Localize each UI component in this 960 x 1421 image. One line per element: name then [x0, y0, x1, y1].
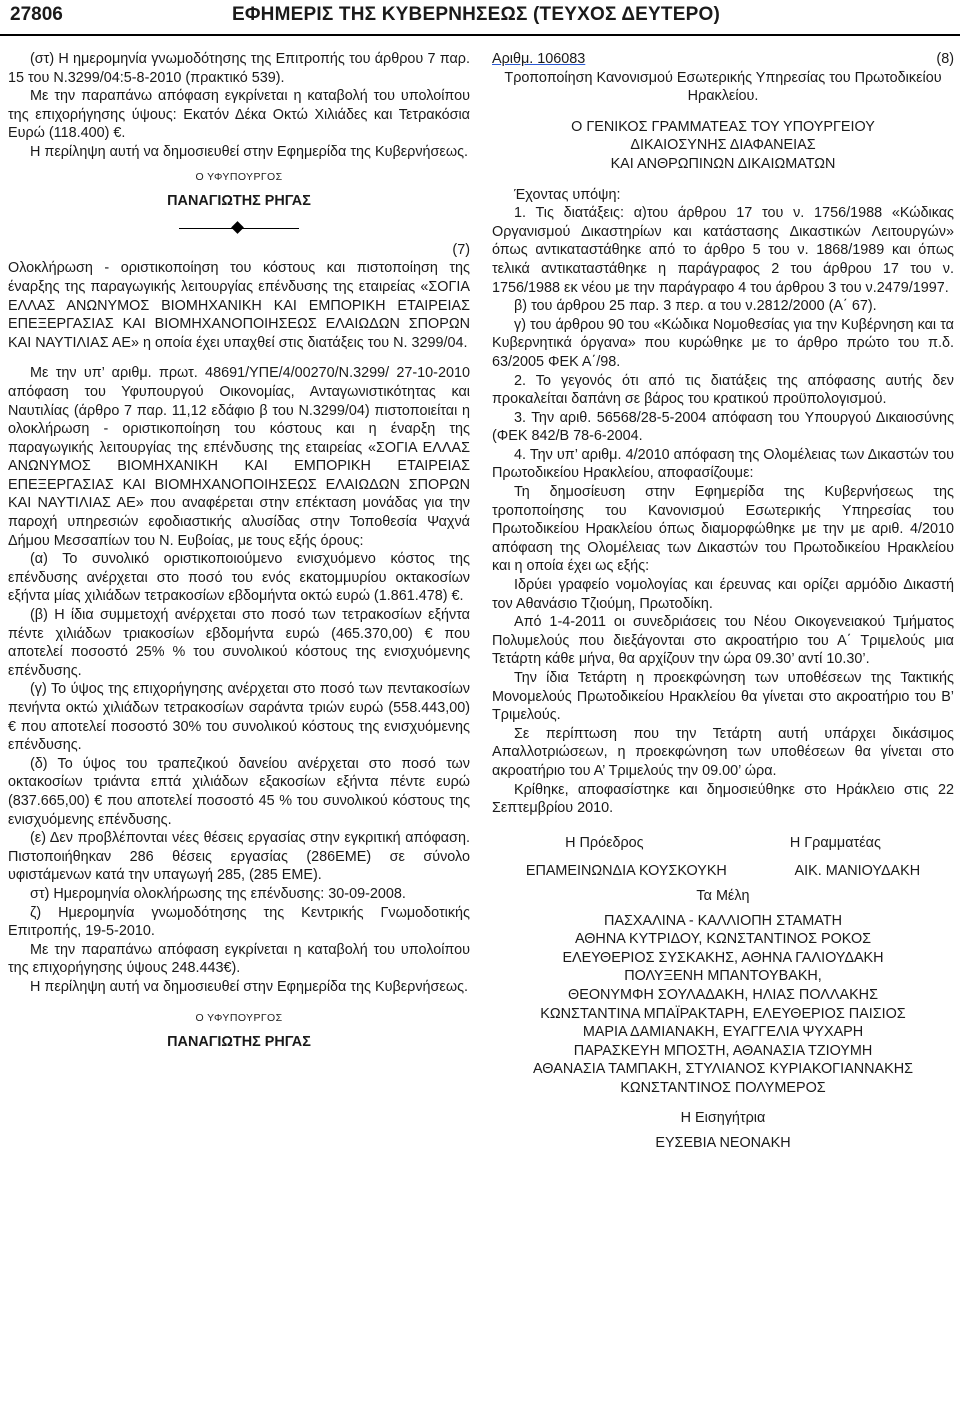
authority-line: ΚΑΙ ΑΝΘΡΩΠΙΝΩΝ ΔΙΚΑΙΩΜΑΤΩΝ	[610, 155, 836, 172]
paragraph: (β) Η ίδια συμμετοχή ανέρχεται στο ποσό των τετρακοσίων εξήντα πέντε χιλιάδων τριακοσίων εβδομήντα ευρώ (465.370,00) € που αποτελεί ποσοστό 25% % του συνολικού κόστους της ενισχυόμενης επένδυσης.	[8, 607, 470, 679]
paragraph: Τη δημοσίευση στην Εφημερίδα της Κυβερνήσεως της τροποποίησης του Κανονισμού Εσωτερικής Υπηρεσίας του Πρωτοδικείου Ηρακλείου όπως διαμορφώθηκε με την με αριθ. 4/2010 απόφαση της Ολομέλειας των Δικαστών του Πρωτοδικείου Ηρακλείου και η οποία έχει ως εξής:	[492, 484, 954, 575]
member-line: ΜΑΡΙΑ ΔΑΜΙΑΝΑΚΗ, ΕΥΑΓΓΕΛΙΑ ΨΥΧΑΡΗ	[582, 1024, 864, 1041]
paragraph: στ) Ημερομηνία ολοκλήρωσης της επένδυσης: 30-09-2008.	[30, 885, 406, 902]
paragraph: Σε περίπτωση που την Τετάρτη αυτή υπάρχει δικάσιμος Απαλλοτριώσεων, η προεκφώνηση των υποθέσεων θα γίνεται στο ακροατήριο του Α’ Τριμελούς την 09.00’ ώρα.	[492, 725, 954, 779]
paragraph: Η περίληψη αυτή να δημοσιευθεί στην Εφημερίδα της Κυβερνήσεως.	[30, 143, 469, 160]
member-line: ΚΩΝΣΤΑΝΤΙΝΟΣ ΠΟΛΥΜΕΡΟΣ	[620, 1079, 826, 1096]
paragraph: (στ) Η ημερομηνία γνωμοδότησης της Επιτροπής του άρθρου 7 παρ. 15 του Ν.3299/04:5-8-2010 (πρακτικό 539).	[8, 51, 470, 86]
paragraph: ζ) Ημερομηνία γνωμοδότησης της Κεντρικής Γνωμοδοτικής Επιτροπής, 19-5-2010.	[8, 904, 470, 940]
header-rule	[0, 34, 960, 36]
member-line: ΠΟΛΥΞΕΝΗ ΜΠΑΝΤΟΥΒΑΚΗ,	[624, 968, 822, 985]
paragraph: 4. Την υπ’ αριθμ. 4/2010 απόφαση της Ολομέλειας των Δικαστών του Πρωτοδικείου Ηρακλείου, αποφασίζουμε:	[492, 446, 954, 482]
reference-number-link[interactable]: Αριθμ. 106083	[492, 51, 586, 67]
paragraph: γ) του άρθρου 90 του «Κώδικα Νομοθεσίας για την Κυβέρνηση και τα Κυβερνητικά όργανα» που κυρώθηκε με το άρθρο πρώτο του π.δ. 63/2005 ΦΕΚ Α΄/98.	[492, 316, 954, 370]
decision-title: Ολοκλήρωση - οριστικοποίηση του κόστους και πιστοποίηση της έναρξης της παραγωγικής λειτουργίας επένδυσης της εταιρείας «ΣΟΓΙΑ ΕΛΛΑΣ ΑΝΩΝΥΜΟΣ ΒΙΟΜΗΧΑΝΙΚΗ ΚΑΙ ΕΜΠΟΡΙΚΗ ΕΤΑΙΡΕΙΑΣ ΕΠΕΞΕΡΓΑΣΙΑΣ ΚΑΙ ΒΙΟΜΗΧΑΝΟΠΟΙΗΣΕΩΣ ΕΛΑΙΩΔΩΝ ΣΠΟΡΩΝ ΚΑΙ ΝΑΥΤΙΛΙΑΣ ΑΕ» η οποία έχει υπαχθεί στις διατάξεις του Ν. 3299/04.	[8, 260, 470, 351]
member-line: ΚΩΝΣΤΑΝΤΙΝΑ ΜΠΑΪΡΑΚΤΑΡΗ, ΕΛΕΥΘΕΡΙΟΣ ΠΑΙΣΙΟΣ	[540, 1005, 906, 1022]
rapporteur-name: ΕΥΣΕΒΙΑ ΝΕΟΝΑΚΗ	[655, 1135, 791, 1152]
right-column	[492, 50, 954, 1153]
secretary-role: Η Γραμματέας	[789, 834, 881, 851]
signature-roles	[492, 834, 954, 853]
signature-names	[492, 862, 954, 881]
paragraph: Με την υπ’ αριθμ. πρωτ. 48691/ΥΠΕ/4/00270/Ν.3299/ 27-10-2010 απόφαση του Υφυπουργού Οικονομίας, Ανταγωνιστικότητας και Ναυτιλίας (άρθρο 7 παρ. 11,12 εδάφιο β του Ν.3299/04) πιστοποιείται η ολοκλήρωση - οριστικοποίηση του κόστους και η έναρξη της παραγωγικής λειτουργίας της επένδυσης της εταιρείας «ΣΟΓΙΑ ΕΛΛΑΣ ΑΝΩΝΥΜΟΣ ΒΙΟΜΗΧΑΝΙΚΗ ΚΑΙ ΕΜΠΟΡΙΚΗ ΕΤΑΙΡΕΙΑΣ ΕΠΕΞΕΡΓΑΣΙΑΣ ΚΑΙ ΒΙΟΜΗΧΑΝΟΠΟΙΗΣΕΩΣ ΕΛΑΙΩΔΩΝ ΣΠΟΡΩΝ ΚΑΙ ΝΑΥΤΙΛΙΑΣ ΑΕ» που αναφέρεται στην επέκταση μονάδας για την παροχή υπηρεσιών εφοδιαστικής αλυσίδας στην Τοποθεσία Ψαχνά Δήμου Μεσσαπίων του Ν. Ευβοίας, με τους εξής όρους:	[8, 365, 470, 549]
member-line: ΕΛΕΥΘΕΡΙΟΣ ΣΥΣΚΑΚΗΣ, ΑΘΗΝΑ ΓΑΛΙΟΥΔΑΚΗ	[562, 949, 884, 966]
signer-name: ΠΑΝΑΓΙΩΤΗΣ ΡΗΓΑΣ	[167, 193, 311, 210]
paragraph: β) του άρθρου 25 παρ. 3 περ. α του ν.2812/2000 (Α΄ 67).	[514, 298, 877, 315]
paragraph: (ε) Δεν προβλέπονται νέες θέσεις εργασίας στην εγκριτική απόφαση. Πιστοποιήθηκαν 286 θέσεις εργασίας (286ΕΜΕ) σε σύνολο υφιστάμενων κατά την υπαγωγή 285, (285 ΕΜΕ).	[8, 830, 470, 884]
considering-label: Έχοντας υπόψη:	[514, 186, 621, 203]
authority-line: ΔΙΚΑΙΟΣΥΝΗΣ ΔΙΑΦΑΝΕΙΑΣ	[630, 137, 816, 154]
paragraph: (γ) Το ύψος της επιχορήγησης ανέρχεται στο ποσό των πεντακοσίων πενήντα οκτώ χιλιάδων τετρακοσίων σαράντα τριών ευρώ (558.443,00) € που αποτελεί ποσοστό 30% του συνολικού κόστους της ενισχυόμενης επένδυσης.	[8, 681, 470, 754]
president-role: Η Πρόεδρος	[565, 834, 644, 851]
decision-number-line	[492, 50, 954, 69]
paragraph: Κρίθηκε, αποφασίστηκε και δημοσιεύθηκε στο Ηράκλειο στις 22 Σεπτεμβρίου 2010.	[492, 781, 954, 817]
diamond-icon	[231, 221, 244, 234]
section-separator	[179, 221, 299, 235]
member-line: ΠΑΣΧΑΛΙΝΑ - ΚΑΛΛΙΟΠΗ ΣΤΑΜΑΤΗ	[604, 912, 842, 929]
secretary-name: ΑΙΚ. ΜΑΝΙΟΥΔΑΚΗ	[794, 863, 921, 880]
president-name: ΕΠΑΜΕΙΝΩΝΔΙΑ ΚΟΥΣΚΟΥΚΗ	[525, 863, 727, 880]
signer-role: Ο ΥΦΥΠΟΥΡΓΟΣ	[195, 1011, 283, 1024]
signer-role: Ο ΥΦΥΠΟΥΡΓΟΣ	[195, 170, 283, 183]
paragraph: Με την παραπάνω απόφαση εγκρίνεται η καταβολή του υπολοίπου της επιχορήγησης ύψους: Εκατόν Δέκα Οκτώ Χιλιάδες και Τετρακόσια Ευρώ (118.400) €.	[8, 88, 470, 142]
paragraph: Την ίδια Τετάρτη η προεκφώνηση των υποθέσεων της Τακτικής Μονομελούς Πρωτοδικείου Ηρακλείου θα γίνεται στο ακροατήριο του Β’ Τριμελούς.	[492, 670, 954, 724]
rapporteur-role: Η Εισηγήτρια	[680, 1110, 766, 1127]
signer-name: ΠΑΝΑΓΙΩΤΗΣ ΡΗΓΑΣ	[167, 1034, 311, 1051]
paragraph: Με την παραπάνω απόφαση εγκρίνεται η καταβολή του υπολοίπου της επιχορήγησης ύψους 248.443€).	[8, 941, 470, 977]
paragraph: (δ) Το ύψος του τραπεζικού δανείου ανέρχεται στο ποσό των οκτακοσίων τριάντα επτά χιλιάδων εξακοσίων εξήντα πέντε ευρώ (837.665,00) € που αποτελεί ποσοστό 45 % του συνολικού κόστους της ενισχυόμενης επένδυσης.	[8, 755, 470, 828]
authority-line: Ο ΓΕΝΙΚΟΣ ΓΡΑΜΜΑΤΕΑΣ ΤΟΥ ΥΠΟΥΡΓΕΙΟΥ	[571, 118, 875, 135]
member-line: ΘΕΟΝΥΜΦΗ ΣΟΥΛΑΔΑΚΗ, ΗΛΙΑΣ ΠΟΛΛΑΚΗΣ	[568, 986, 878, 1003]
page-number: 27806	[10, 4, 63, 25]
paragraph: 1. Τις διατάξεις: α)του άρθρου 17 του ν. 1756/1988 «Κώδικας Οργανισμού Δικαστηρίων και κατάστασης Δικαστικών Λειτουργών» όπως αντικαταστάθηκε από το άρθρο 5 του ν. 1868/1989 και όπως τελικά αντικαταστάθηκε η παράγραφος 2 του άρθρου 17 του ν. 1756/1988 εκ νέου με την παράγραφο 4 του άρθρου 3 του ν.2479/1997.	[492, 205, 954, 296]
paragraph: 3. Την αριθ. 56568/28-5-2004 απόφαση του Υπουργού Δικαιοσύνης (ΦΕΚ 842/Β 78-6-2004.	[492, 409, 954, 445]
page-header	[0, 0, 960, 38]
member-line: ΑΘΗΝΑ ΚΥΤΡΙΔΟΥ, ΚΩΝΣΤΑΝΤΙΝΟΣ ΡΟΚΟΣ	[574, 931, 872, 948]
paragraph: (α) Το συνολικό οριστικοποιούμενο ενισχυόμενο κόστος της επένδυσης ανέρχεται στο ποσό του ενός εκατομμυρίου οκτακοσίων εξήντα μίας χιλιάδων τετρακοσίων εβδομήντα οκτώ ευρώ (1.861.478) €.	[8, 551, 470, 605]
gazette-title: ΕΦΗΜΕΡΙΣ ΤΗΣ ΚΥΒΕΡΝΗΣΕΩΣ (ΤΕΥΧΟΣ ΔΕΥΤΕΡΟ)	[232, 4, 720, 25]
member-line: ΑΘΑΝΑΣΙΑ ΤΑΜΠΑΚΗ, ΣΤΥΛΙΑΝΟΣ ΚΥΡΙΑΚΟΓΙΑΝΝΑΚΗΣ	[533, 1061, 913, 1078]
item-number: (8)	[936, 51, 954, 67]
member-line: ΠΑΡΑΣΚΕΥΗ ΜΠΟΣΤΗ, ΑΘΑΝΑΣΙΑ ΤΖΙΟΥΜΗ	[573, 1042, 873, 1059]
paragraph: Ιδρύει γραφείο νομολογίας και έρευνας και ορίζει αρμόδιο Δικαστή τον Αθανάσιο Τζιούμη, Πρωτοδίκη.	[492, 577, 954, 612]
left-column	[8, 50, 470, 1052]
item-number: (7)	[452, 241, 470, 258]
members-label: Τα Μέλη	[696, 887, 750, 904]
paragraph: 2. Το γεγονός ότι από τις διατάξεις της απόφασης αυτής δεν προκαλείται δαπάνη σε βάρος του κρατικού προϋπολογισμού.	[492, 372, 954, 408]
paragraph: Η περίληψη αυτή να δημοσιευθεί στην Εφημερίδα της Κυβερνήσεως.	[30, 978, 469, 995]
decision-title: Τροποποίηση Κανονισμού Εσωτερικής Υπηρεσίας του Πρωτοδικείου Ηρακλείου.	[504, 69, 942, 105]
paragraph: Από 1-4-2011 οι συνεδριάσεις του Νέου Οικογενειακού Τμήματος Πολυμελούς που διεξάγονται στο ακροατήριο του Α΄ Τριμελούς μια Τετάρτη κάθε μήνα, θα αρχίζουν την ώρα 09.30’ αντί 10.30’.	[492, 614, 954, 668]
